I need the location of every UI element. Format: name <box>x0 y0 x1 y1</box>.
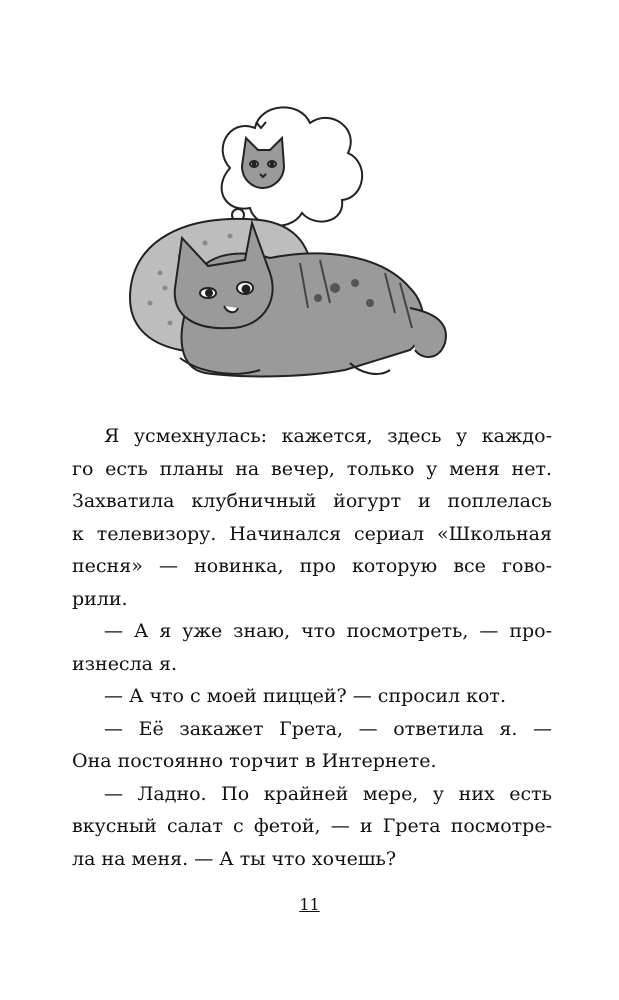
text-line: — Её закажет Грета, — ответила я. — <box>104 717 552 740</box>
text-line: Я усмехнулась: кажется, здесь у каждо- <box>104 425 552 447</box>
text-line: ла на меня. — А ты что хочешь? <box>72 847 397 870</box>
text-line: к телевизору. Начинался сериал «Школьная <box>72 522 552 545</box>
text-line: вкусный салат с фетой, — и Грета посмотре- <box>72 815 552 837</box>
story-text <box>72 420 552 875</box>
text-line: — Ладно. По крайней мере, у них есть <box>104 782 552 805</box>
text-line: Она постоянно торчит в Интернете. <box>72 750 437 772</box>
page-number: 11 <box>299 895 320 914</box>
text-line: Захватила клубничный йогурт и поплелась <box>72 490 552 512</box>
text-line: — А я уже знаю, что посмотреть, — про- <box>104 620 552 642</box>
text-line: рили. <box>72 587 128 610</box>
text-line: песня» — новинка, про которую все гово- <box>72 555 552 577</box>
cat-illustration <box>120 88 460 398</box>
text-line: изнесла я. <box>72 652 178 675</box>
text-line: го есть планы на вечер, только у меня нет. <box>72 457 552 480</box>
text-line: — А что с моей пиццей? — спросил кот. <box>104 685 506 707</box>
